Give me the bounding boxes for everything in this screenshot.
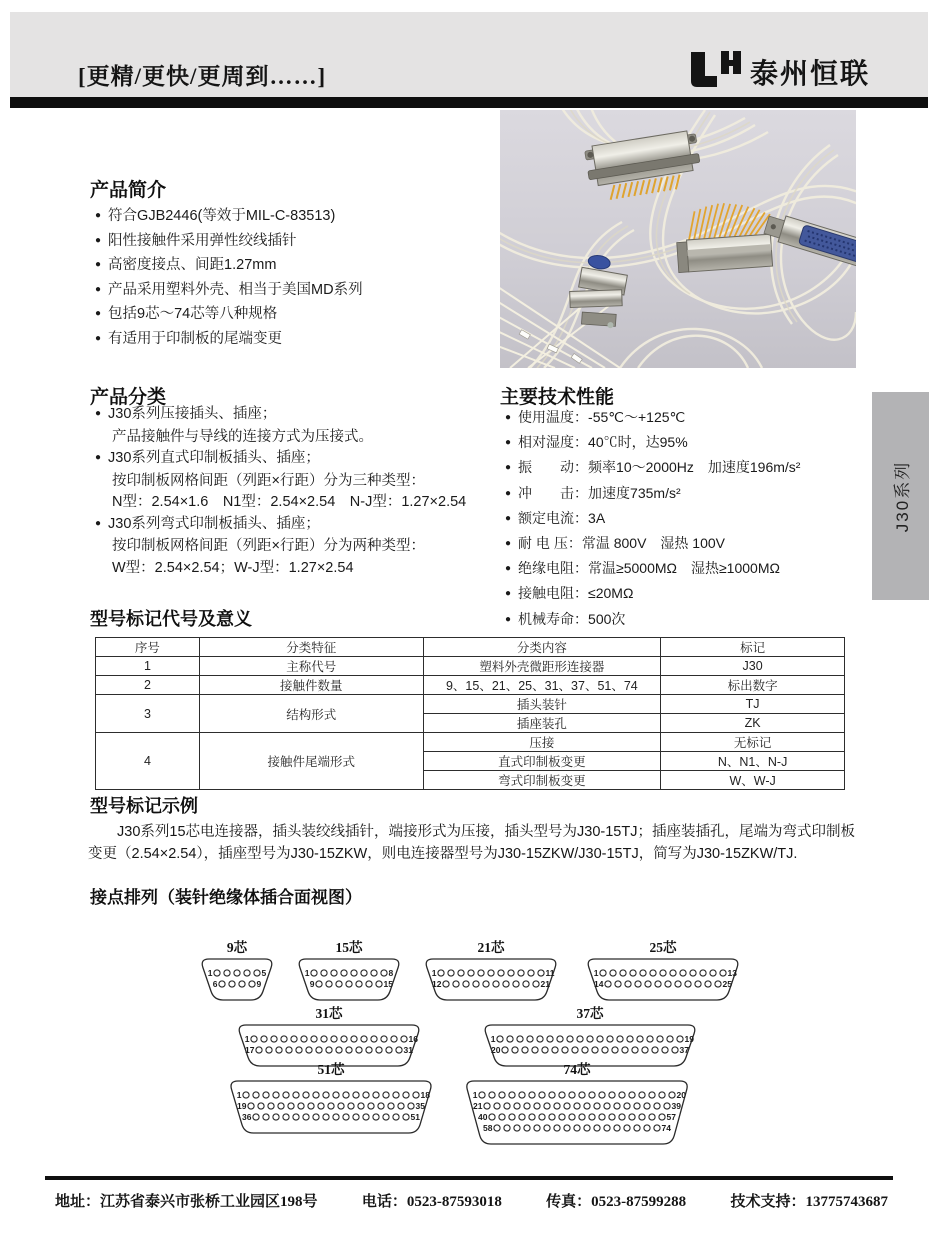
svg-text:20: 20 [676, 1090, 686, 1100]
svg-text:39: 39 [671, 1101, 681, 1111]
table-cell-no: 3 [96, 695, 200, 733]
svg-text:57: 57 [666, 1112, 676, 1122]
section-title-example: 型号标记示例 [90, 796, 198, 816]
table-row [96, 733, 845, 752]
table-header-cell: 标记 [661, 638, 845, 657]
svg-text:21: 21 [473, 1101, 483, 1111]
svg-text:1: 1 [593, 968, 599, 978]
table-cell-content: 插座装孔 [423, 714, 661, 733]
svg-text:15: 15 [383, 979, 393, 989]
svg-text:9: 9 [309, 979, 315, 989]
header-divider-bar [10, 97, 928, 108]
performance-item [505, 507, 925, 532]
table-cell-no: 2 [96, 676, 200, 695]
connector-diagram [581, 936, 745, 1007]
svg-text:19: 19 [684, 1034, 694, 1044]
header-slogan: [更精/更快/更周到……] [78, 64, 327, 89]
table-cell-feature: 结构形式 [199, 695, 423, 733]
table-cell-mark: ZK [661, 714, 845, 733]
classification-item-head: ● J30系列直式印制板插头、插座； [95, 448, 505, 471]
section-title-classification: 产品分类 [90, 387, 167, 408]
performance-item [505, 456, 925, 481]
intro-bullet: ● 有适用于印制板的尾端变更 [95, 328, 495, 353]
section-title-performance: 主要技术性能 [500, 387, 615, 408]
table-cell-mark: W、W-J [661, 771, 845, 790]
svg-text:31: 31 [403, 1045, 413, 1055]
svg-text:6: 6 [212, 979, 218, 989]
performance-label: ● 使用温度： [518, 409, 589, 425]
table-cell-mark: 无标记 [661, 733, 845, 752]
connector-diagram [419, 936, 563, 1007]
intro-bullet: ● 高密度接点、间距1.27mm [95, 254, 495, 279]
svg-text:12: 12 [432, 979, 442, 989]
performance-item [505, 608, 925, 633]
performance-label: ● 耐 电 压： [518, 535, 582, 552]
svg-text:36: 36 [242, 1112, 252, 1122]
footer-item: 电话：0523-87593018 [361, 1194, 502, 1210]
performance-item [505, 582, 925, 607]
table-cell-mark: J30 [661, 657, 845, 676]
table-cell-feature: 接触件尾端形式 [199, 733, 423, 790]
svg-text:25: 25 [722, 979, 732, 989]
performance-label: ● 接触电阻： [518, 585, 589, 602]
section-title-intro: 产品简介 [90, 180, 167, 201]
connector-diagram [224, 1058, 438, 1140]
table-cell-no: 1 [96, 657, 200, 676]
table-cell-content: 压接 [423, 733, 661, 752]
performance-item [505, 482, 925, 507]
connector-name: 25芯 [649, 940, 677, 955]
footer [55, 1190, 888, 1211]
table-row [96, 695, 845, 714]
performance-item [505, 532, 925, 557]
table-cell-content: 直式印制板变更 [423, 752, 661, 771]
svg-text:1: 1 [431, 968, 437, 978]
svg-text:1: 1 [304, 968, 310, 978]
svg-text:1: 1 [244, 1034, 250, 1044]
performance-item [505, 557, 925, 582]
model-code-table [95, 637, 845, 790]
svg-text:1: 1 [490, 1034, 496, 1044]
brand-name: 泰州恒联 [750, 57, 871, 89]
svg-text:35: 35 [415, 1101, 425, 1111]
svg-text:21: 21 [540, 979, 550, 989]
table-cell-feature: 接触件数量 [199, 676, 423, 695]
connector-outline [460, 1079, 694, 1146]
series-side-tab [872, 392, 929, 600]
performance-label: ● 绝缘电阻： [518, 560, 589, 577]
classification-item-head: ● J30系列压接插头、插座； [95, 404, 505, 427]
performance-value: 频率10～2000Hz 加速度196m/s² [588, 459, 801, 476]
table-cell-feature: 主称代号 [199, 657, 423, 676]
performance-item [505, 431, 925, 456]
section-title-model-code: 型号标记代号及意义 [90, 609, 252, 629]
connector-diagram [195, 936, 279, 1007]
intro-bullet: ● 阳性接触件采用弹性绞线插针 [95, 230, 495, 255]
performance-value: -55℃～+125℃ [588, 409, 686, 425]
connector-name: 21芯 [477, 940, 505, 955]
footer-item: 传真：0523-87599288 [546, 1194, 687, 1210]
intro-bullet-list [95, 205, 495, 352]
svg-text:74: 74 [661, 1123, 671, 1133]
table-row [96, 676, 845, 695]
performance-label: ● 额定电流： [518, 509, 589, 526]
classification-item-subline: 按印制板网格间距（列距×行距）分为三种类型： [112, 472, 425, 489]
table-cell-mark: N、N1、N-J [661, 752, 845, 771]
product-photo [500, 110, 856, 368]
svg-text:20: 20 [491, 1045, 501, 1055]
table-cell-content: 插头装针 [423, 695, 661, 714]
connector-name: 9芯 [226, 940, 248, 955]
classification-item-subline: W型：2.54×2.54；W-J型：1.27×2.54 [112, 559, 354, 576]
classification-item-subline: N型：2.54×1.6 N1型：2.54×2.54 N-J型：1.27×2.54 [112, 494, 467, 510]
table-cell-mark: TJ [661, 695, 845, 714]
brand [688, 50, 870, 93]
performance-label: ● 冲 击： [518, 484, 589, 501]
connector-name: 37芯 [576, 1006, 604, 1021]
svg-text:11: 11 [545, 968, 555, 978]
footer-divider [45, 1176, 893, 1180]
connector-name: 74芯 [563, 1062, 591, 1077]
svg-text:40: 40 [478, 1112, 488, 1122]
svg-text:1: 1 [207, 968, 213, 978]
svg-text:9: 9 [256, 979, 262, 989]
table-header-row [96, 638, 845, 657]
svg-text:19: 19 [237, 1101, 247, 1111]
svg-text:58: 58 [483, 1123, 493, 1133]
performance-item [505, 406, 925, 431]
svg-text:13: 13 [727, 968, 737, 978]
svg-text:8: 8 [388, 968, 394, 978]
performance-value: 常温≥5000MΩ 湿热≥1000MΩ [588, 560, 780, 577]
connector-outline [581, 957, 745, 1002]
classification-item-subline: 按印制板网格间距（列距×行距）分为两种类型： [112, 538, 425, 554]
section-title-arrangement: 接点排列（装针绝缘体插合面视图） [90, 888, 362, 907]
example-paragraph: J30系列15芯电连接器，插头装绞线插针，端接形式为压接，插头型号为J30-15TJ；插座装插孔，尾端为弯式印制板变更（2.54×2.54），插座型号为J30-15ZKW，则电连接器型号为J30-15ZKW/J30-15TJ，简写为J30-15ZKW/TJ. [88, 824, 855, 862]
classification-item-head: ● J30系列弯式印制板插头、插座； [95, 514, 505, 537]
performance-value: 加速度735m/s² [588, 484, 681, 501]
performance-list [505, 406, 925, 633]
svg-text:18: 18 [420, 1090, 430, 1100]
performance-value: 3A [588, 509, 606, 526]
brand-logo-icon [688, 50, 742, 93]
connector-outline [292, 957, 406, 1002]
connector-name: 31芯 [315, 1006, 343, 1021]
performance-value: 40℃时，达95% [588, 434, 688, 451]
table-cell-content: 弯式印制板变更 [423, 771, 661, 790]
intro-bullet: ● 包括9芯～74芯等八种规格 [95, 303, 495, 328]
svg-text:1: 1 [236, 1090, 242, 1100]
table-cell-content: 9、15、21、25、31、37、51、74 [423, 676, 661, 695]
performance-label: ● 机械寿命： [518, 610, 589, 627]
table-header-cell: 分类特征 [199, 638, 423, 657]
footer-item: 技术支持：13775743687 [730, 1194, 888, 1210]
classification-item-subline: 产品接触件与导线的连接方式为压接式。 [112, 428, 373, 445]
connector-diagram [292, 936, 406, 1007]
connector-outline [224, 1079, 438, 1135]
table-header-cell: 序号 [96, 638, 200, 657]
svg-text:5: 5 [261, 968, 267, 978]
performance-value: 500次 [588, 610, 626, 627]
performance-label: ● 振 动： [518, 459, 589, 476]
connector-outline [419, 957, 563, 1002]
footer-item: 地址：江苏省泰兴市张桥工业园区198号 [55, 1194, 318, 1210]
svg-text:1: 1 [472, 1090, 478, 1100]
svg-text:51: 51 [410, 1112, 420, 1122]
performance-label: ● 相对湿度： [518, 434, 589, 451]
model-code-table-wrap [95, 637, 845, 790]
intro-bullet: ● 产品采用塑料外壳、相当于美国MD系列 [95, 279, 495, 304]
table-cell-no: 4 [96, 733, 200, 790]
connector-name: 15芯 [335, 940, 363, 955]
series-side-tab-label: J30系列 [893, 460, 913, 532]
table-cell-content: 塑料外壳微距形连接器 [423, 657, 661, 676]
performance-value: ≤20MΩ [588, 585, 634, 602]
svg-text:17: 17 [245, 1045, 255, 1055]
svg-text:16: 16 [408, 1034, 418, 1044]
connector-diagram [460, 1058, 694, 1151]
classification-list [95, 404, 505, 579]
connector-name: 51芯 [317, 1062, 345, 1077]
connector-outline [195, 957, 279, 1002]
intro-bullet: ● 符合GJB2446(等效于MIL-C-83513) [95, 205, 495, 230]
performance-value: 常温 800V 湿热 100V [581, 535, 725, 552]
table-header-cell: 分类内容 [423, 638, 661, 657]
table-row [96, 657, 845, 676]
svg-text:37: 37 [679, 1045, 689, 1055]
svg-text:14: 14 [594, 979, 604, 989]
table-cell-mark: 标出数字 [661, 676, 845, 695]
